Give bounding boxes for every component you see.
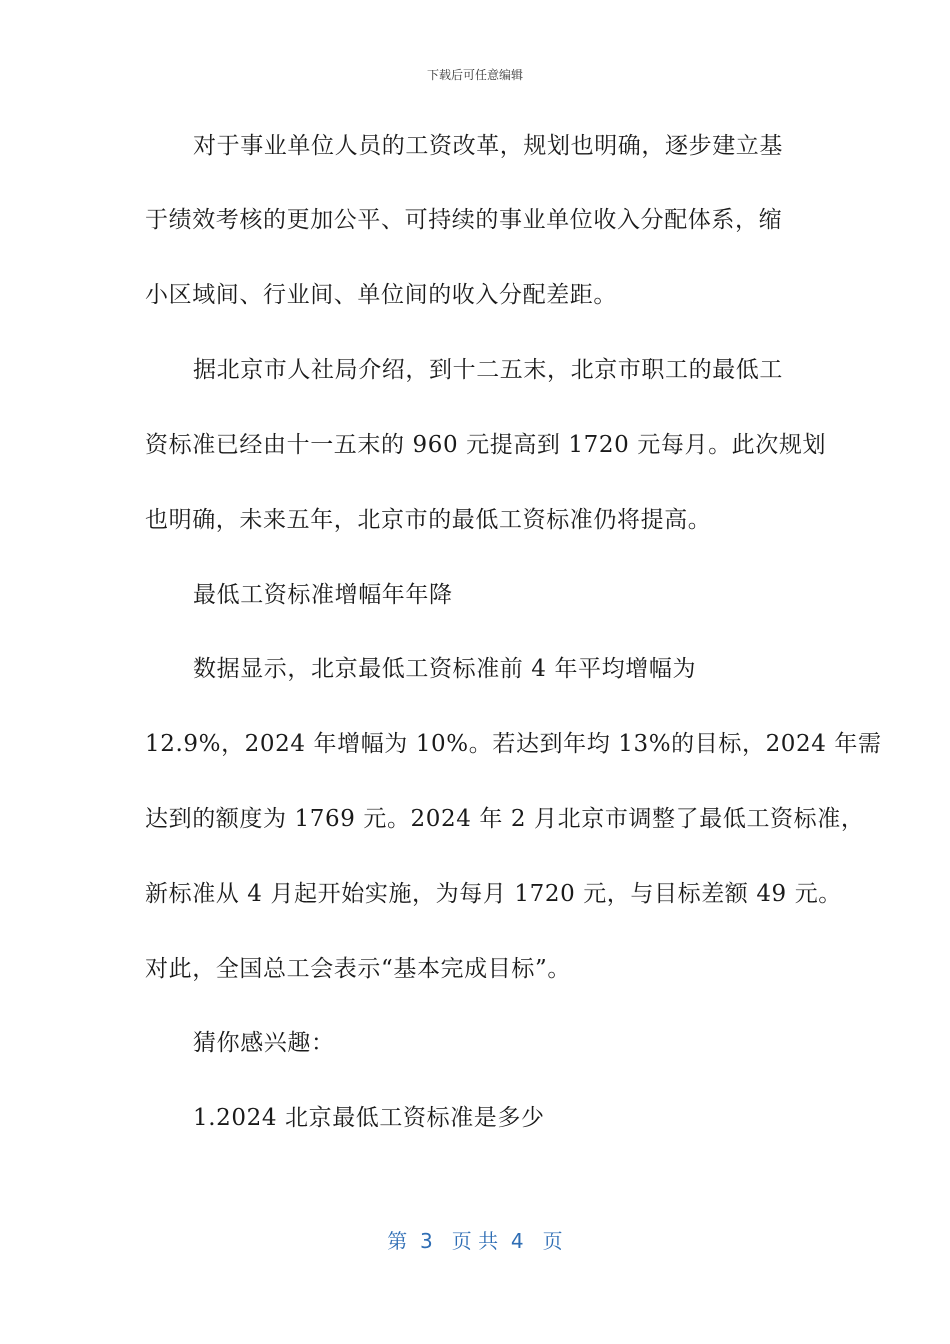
paragraph-line: 数据显示，北京最低工资标准前 4 年平均增幅为 [193, 656, 697, 682]
paragraph-line: 达到的额度为 1769 元。2024 年 2 月北京市调整了最低工资标准， [145, 806, 865, 832]
related-link[interactable]: 1.2024 北京最低工资标准是多少 [193, 1105, 545, 1131]
paragraph-line: 对此，全国总工会表示“基本完成目标”。 [145, 956, 571, 982]
related-heading: 猜你感兴趣： [193, 1030, 335, 1056]
page-number-footer: 第 3 页 共 4 页 [387, 1229, 563, 1253]
paragraph-line: 据北京市人社局介绍，到十二五末，北京市职工的最低工 [193, 357, 783, 383]
paragraph-line: 也明确，未来五年，北京市的最低工资标准仍将提高。 [145, 507, 712, 533]
paragraph-line: 资标准已经由十一五末的 960 元提高到 1720 元每月。此次规划 [145, 432, 827, 458]
paragraph-line: 对于事业单位人员的工资改革，规划也明确，逐步建立基 [193, 133, 783, 159]
paragraph-line: 12.9%，2024 年增幅为 10%。若达到年均 13%的目标，2024 年需 [145, 731, 882, 757]
page-header-note: 下载后可任意编辑 [426, 68, 523, 82]
paragraph-line: 小区域间、行业间、单位间的收入分配差距。 [145, 282, 617, 308]
section-heading: 最低工资标准增幅年年降 [193, 582, 453, 608]
paragraph-line: 新标准从 4 月起开始实施，为每月 1720 元，与目标差额 49 元。 [145, 881, 842, 907]
paragraph-line: 于绩效考核的更加公平、可持续的事业单位收入分配体系，缩 [145, 207, 783, 233]
